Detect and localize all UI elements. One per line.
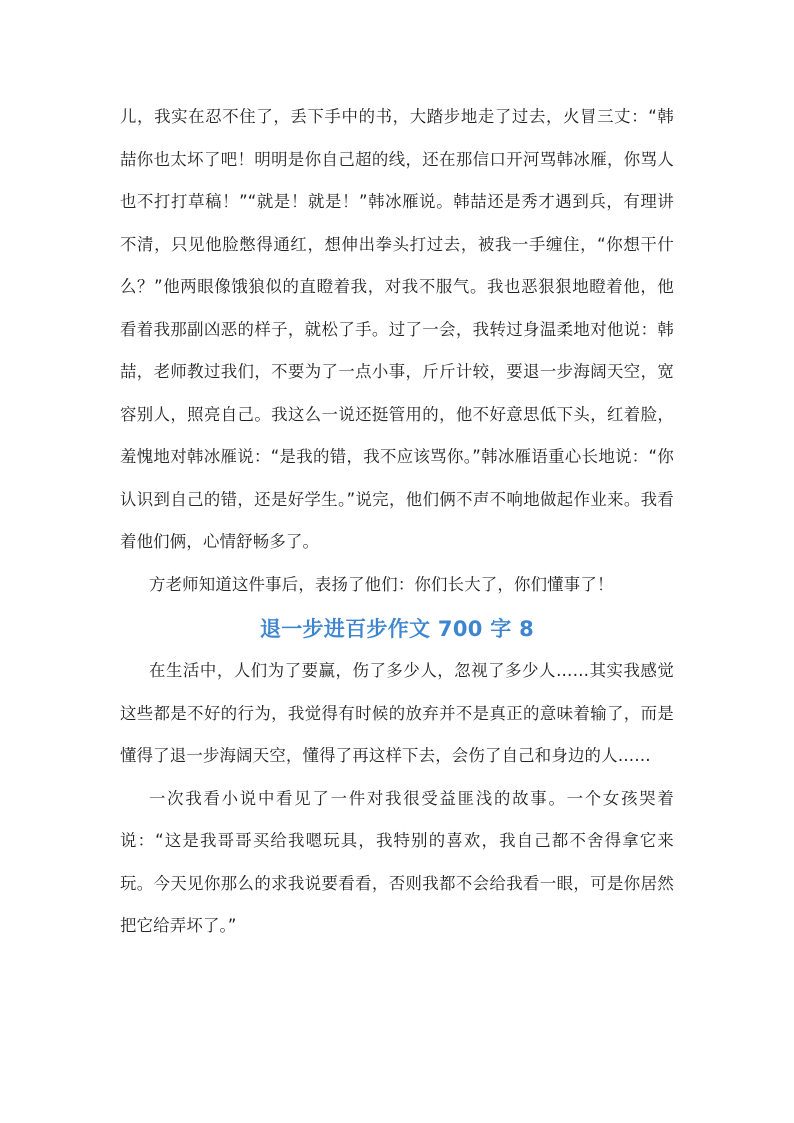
paragraph-life-reflection: 在生活中，人们为了要赢，伤了多少人，忽视了多少人……其实我感觉这些都是不好的行为，我觉得有时候的放弃并不是真正的意味着输了，而是懂得了退一步海阔天空，懂得了再这样下去，会伤了自己和身边的人…… — [120, 661, 674, 765]
section-title: 退一步进百步作文 700 字 8 — [259, 617, 535, 641]
paragraph-novel-story: 一次我看小说中看见了一件对我很受益匪浅的故事。一个女孩哭着说：“这是我哥哥买给我嗯玩具，我特别的喜欢，我自己都不舍得拿它来玩。今天见你那么的求我说要看看，否则我都不会给我看一眼，可是你居然把它给弄坏了。” — [120, 788, 674, 935]
paragraph-continued-story: 儿，我实在忍不住了，丢下手中的书，大踏步地走了过去，火冒三丈：“韩喆你也太坏了吧！明明是你自己超的线，还在那信口开河骂韩冰雁，你骂人也不打打草稿！”“就是！就是！”韩冰雁说。韩喆还是秀才遇到兵，有理讲不清，只见他脸憋得通红，想伸出拳头打过去，被我一手缠住，“你想干什么？”他两眼像饿狼似的直瞪着我，对我不服气。我也恶狠狠地瞪着他，他看着我那副凶恶的样子，就松了手。过了一会，我转过身温柔地对他说：韩喆，老师教过我们，不要为了一点小事，斤斤计较，要退一步海阔天空，宽容别人，照亮自己。我这么一说还挺管用的，他不好意思低下头，红着脸，羞愧地对韩冰雁说：“是我的错，我不应该骂你。”韩冰雁语重心长地说：“你认识到自己的错，还是好学生。”说完，他们俩不声不响地做起作业来。我看着他们俩，心情舒畅多了。 — [120, 107, 674, 551]
document-page — [120, 96, 674, 948]
paragraph-teacher-praise: 方老师知道这件事后，表扬了他们：你们长大了，你们懂事了！ — [149, 574, 614, 594]
